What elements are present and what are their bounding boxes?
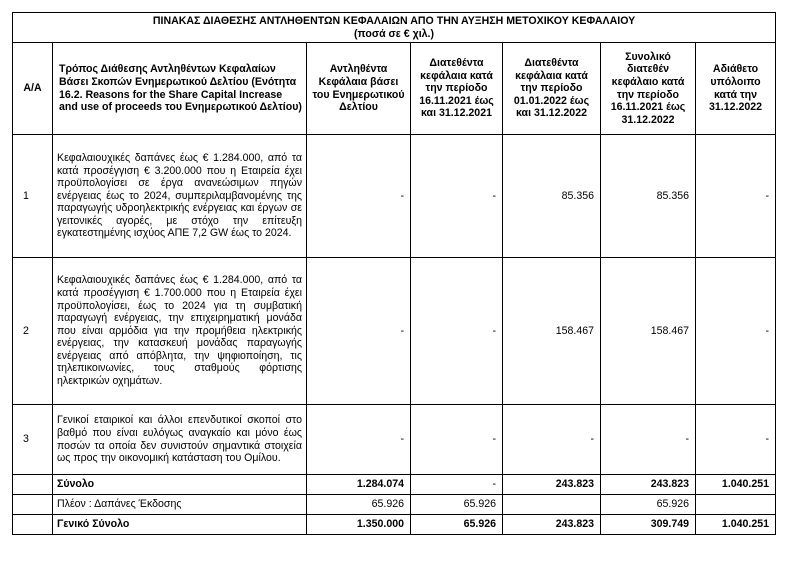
total-raised: 1.284.074	[307, 475, 411, 495]
header-purpose: Τρόπος Διάθεσης Αντληθέντων Κεφαλαίων Βάσει Σκοπών Ενημερωτικού Δελτίου (Ενότητα 16.2. Reasons for the Share Capital Increase and use of proceeds του Ενημερωτικού Δελτίου)	[53, 43, 307, 135]
row-total-alloc: -	[601, 405, 696, 475]
row-raised: -	[307, 135, 411, 258]
row-alloc-2021: -	[411, 258, 503, 405]
table-row	[13, 135, 776, 258]
plus-alloc-2022	[503, 495, 601, 515]
row-alloc-2022: -	[503, 405, 601, 475]
total-unallocated: 1.040.251	[696, 475, 776, 495]
row-index: 2	[13, 258, 53, 405]
grand-raised: 1.350.000	[307, 515, 411, 535]
row-alloc-2022: 85.356	[503, 135, 601, 258]
total-total-alloc: 243.823	[601, 475, 696, 495]
total-alloc-2021: -	[411, 475, 503, 495]
grand-index	[13, 515, 53, 535]
table-row	[13, 405, 776, 475]
row-purpose: Κεφαλαιουχικές δαπάνες έως € 1.284.000, από τα κατά προσέγγιση € 1.700.000 που η Εταιρεία έχει προϋπολογίσει, έως το 2024 για τη συμβατική παραγωγή ενέργειας, την επιχειρηματική μονάδα που είναι αρμόδια για την προμήθεια ηλεκτρικής ενέργειας, την κατασκευή μονάδας παραγωγής ενέργειας από απόβλητα, την ψηφιοποίηση, τις τηλεπικοινωνίες, τους σταθμούς φόρτισης ηλεκτρικών οχημάτων.	[53, 258, 307, 405]
row-total-alloc: 85.356	[601, 135, 696, 258]
grand-alloc-2021: 65.926	[411, 515, 503, 535]
row-raised: -	[307, 405, 411, 475]
total-alloc-2022: 243.823	[503, 475, 601, 495]
row-purpose: Γενικοί εταιρικοί και άλλοι επενδυτικοί σκοποί στο βαθμό που είναι ευλόγως αναγκαίο και μόνο έως ποσών τα οποία δεν συνιστούν σημαντικά στοιχεία ως προς την οικονομική κατάσταση του Ομίλου.	[53, 405, 307, 475]
table-title: ΠΙΝΑΚΑΣ ΔΙΑΘΕΣΗΣ ΑΝΤΛΗΘΕΝΤΩΝ ΚΕΦΑΛΑΙΩΝ ΑΠΟ ΤΗΝ ΑΥΞΗΣΗ ΜΕΤΟΧΙΚΟΥ ΚΕΦΑΛΑΙΟΥ	[152, 14, 636, 27]
row-alloc-2021: -	[411, 135, 503, 258]
row-alloc-2021: -	[411, 405, 503, 475]
header-row	[13, 43, 776, 135]
header-alloc-2021: Διατεθέντα κεφάλαια κατά την περίοδο 16.11.2021 έως και 31.12.2021	[411, 43, 503, 135]
row-unallocated: -	[696, 405, 776, 475]
issuance-costs-row	[13, 495, 776, 515]
total-row	[13, 475, 776, 495]
row-purpose: Κεφαλαιουχικές δαπάνες έως € 1.284.000, από τα κατά προσέγγιση € 3.200.000 που η Εταιρεία έχει προϋπολογίσει σε έργα ανανεώσιμων πηγών ενέργειας έως το 2024, συμπεριλαμβανομένης της παραγωγής υδροηλεκτρικής ενέργειας και έργων σε γειτονικές αγορές, με στόχο την επίτευξη εγκατεστημένης ισχύος ΑΠΕ 7,2 GW έως το 2024.	[53, 135, 307, 258]
row-raised: -	[307, 258, 411, 405]
row-alloc-2022: 158.467	[503, 258, 601, 405]
plus-total-alloc: 65.926	[601, 495, 696, 515]
table-row	[13, 258, 776, 405]
grand-alloc-2022: 243.823	[503, 515, 601, 535]
row-index: 1	[13, 135, 53, 258]
row-total-alloc: 158.467	[601, 258, 696, 405]
table-subtitle: (ποσά σε € χιλ.)	[354, 27, 435, 40]
row-unallocated: -	[696, 135, 776, 258]
header-unallocated: Αδιάθετο υπόλοιπο κατά την 31.12.2022	[696, 43, 776, 135]
plus-label: Πλέον : Δαπάνες Έκδοσης	[53, 495, 307, 515]
plus-alloc-2021: 65.926	[411, 495, 503, 515]
row-index: 3	[13, 405, 53, 475]
plus-index	[13, 495, 53, 515]
header-raised: Αντληθέντα Κεφάλαια βάσει του Ενημερωτικού Δελτίου	[307, 43, 411, 135]
grand-total-alloc: 309.749	[601, 515, 696, 535]
plus-raised: 65.926	[307, 495, 411, 515]
allocation-table	[12, 12, 776, 535]
title-row	[13, 13, 776, 43]
total-index	[13, 475, 53, 495]
table-title-cell	[13, 13, 776, 43]
row-unallocated: -	[696, 258, 776, 405]
header-total-alloc: Συνολικό διατεθέν κεφάλαιο κατά την περίοδο 16.11.2021 έως 31.12.2022	[601, 43, 696, 135]
grand-unallocated: 1.040.251	[696, 515, 776, 535]
header-alloc-2022: Διατεθέντα κεφάλαια κατά την περίοδο 01.01.2022 έως και 31.12.2022	[503, 43, 601, 135]
total-label: Σύνολο	[53, 475, 307, 495]
header-index: Α/Α	[13, 43, 53, 135]
grand-total-label: Γενικό Σύνολο	[53, 515, 307, 535]
grand-total-row	[13, 515, 776, 535]
plus-unallocated	[696, 495, 776, 515]
